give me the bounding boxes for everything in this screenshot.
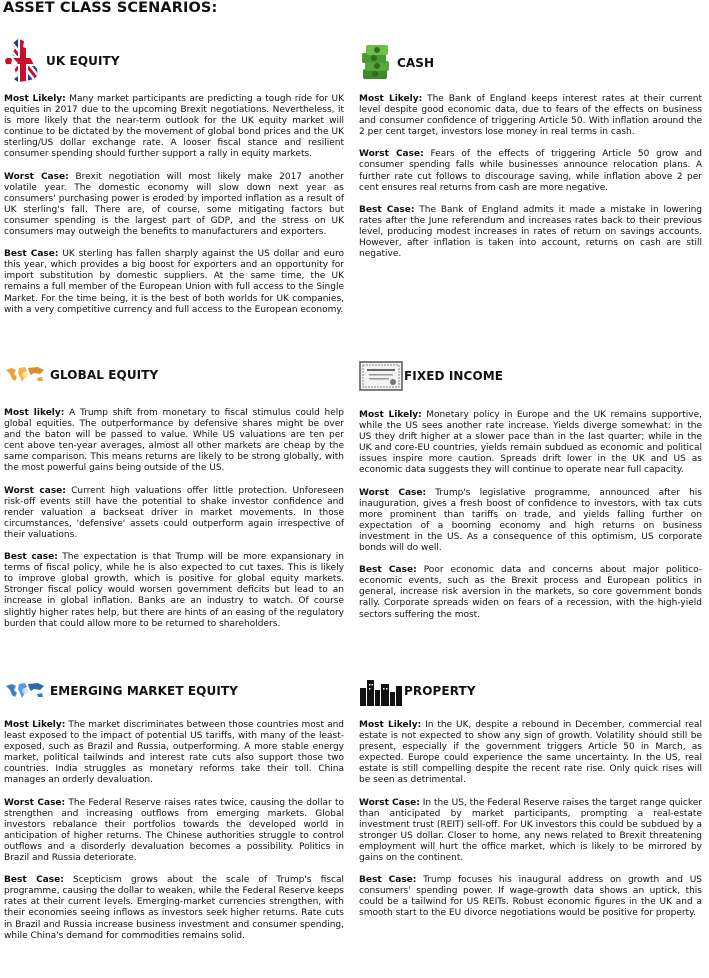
uk-flag-map-icon: [4, 37, 42, 85]
paragraph-worst-case: Worst Case: Brexit negotiation will most likely make 2017 another volatile year. The domestic economy will slow down next year as consumers' purchasing power is eroded by imported inflation as a result of UK sterling's fall. There are, of course, some mitigating factors but consumer spending is the largest part of GDP, and the stress on UK consumers may outweigh the benefits to manufacturers and exporters.: [4, 171, 344, 238]
paragraph-most-likely: Most Likely: Monetary policy in Europe and the UK remains supportive, while the US sees another rate increase. Yields diverge somewhat: in the US they drift higher at a slower pace than in the last quarter; while in the UK and core-EU countries, yields remain subdued as economic and political issues inspire more caution. Spreads drift lower in the UK and US as economic data suggests they will continue to operate near full capacity.: [359, 410, 702, 476]
section-heading: UK EQUITY: [46, 54, 120, 68]
paragraph-most-likely: Most Likely: Many market participants are predicting a tough ride for UK equities in 2017 due to the upcoming Brexit negotiations. Nevertheless, it is more likely that the near-term outlook for the UK equity market will continue to be dictated by the movement of global bond prices and the UK sterling/US dollar exchange rate. A looser fiscal stance and resilient consumer spending should further support a rally in equity markets.: [4, 94, 344, 160]
world-map-icon: [4, 365, 46, 385]
city-skyline-icon: [359, 676, 403, 706]
section-property: [359, 668, 702, 931]
section-header: [4, 668, 344, 714]
paragraph-best-case: Best Case: Poor economic data and concerns about major politico-economic events, such as the Brexit process and European politics in general, increase risk aversion in the markets, so core government bonds rally. Corporate spreads widen on fears of a recession, with the high-yield sectors suffering the most.: [359, 565, 703, 620]
section-heading: FIXED INCOME: [404, 369, 504, 383]
paragraph-most-likely: Most Likely: In the UK, despite a rebound in December, commercial real estate is not expected to show any sign of growth. Volatility should still be present, especially if the government triggers Article 50 in March, as expected. Europe could experience the same uncertainty. In the US, real estate is still compelling despite the recent rate rise. Only quick rises will be seen as detrimental.: [359, 720, 702, 786]
paragraph-most-likely: Most Likely: The Bank of England keeps interest rates at their current level despite good economic data, due to fears of the effects on business and consumer confidence of triggering Article 50. With inflation around the 2 per cent target, investors lose money in real terms in cash.: [359, 94, 702, 138]
paragraph-worst-case: Worst Case: Fears of the effects of triggering Article 50 grow and consumer spending falls while businesses announce relocation plans. A further rate cut follows to discourage saving, while inflation above 2 per cent ensures real returns from cash are more negative.: [359, 149, 702, 193]
section-fixed-income: [359, 356, 702, 632]
section-header: [359, 38, 702, 88]
paragraph-best-case: Best Case: Scepticism grows about the scale of Trump's fiscal programme, causing the dollar to weaken, while the Federal Reserve keeps rates at their current levels. Emerging-market currencies strengthen, with their economies seeing inflows as investors seek higher returns. Rate cuts in Brazil and Russia increase business investment and consumer spending, while China's demand for commodities remains solid.: [4, 875, 344, 941]
paragraph-best-case: Best Case: Trump focuses his inaugural address on growth and US consumers' spending power. If wage-growth data shows an uptick, this could be a tailwind for US REITs. Robust economic figures in the UK and a smooth start to the EU divorce negotiations would be positive for property.: [359, 875, 702, 919]
section-heading: GLOBAL EQUITY: [50, 368, 159, 382]
money-stack-icon: [359, 43, 393, 83]
paragraph-best-case: Best case: The expectation is that Trump will be more expansionary in terms of fiscal policy, while he is also expected to cut taxes. This is likely to improve global growth, which is positive for global equity markets. Stronger fiscal policy would worsen government deficits but lead to an increase in global inflation. Banks are an industry to watch. Of course slightly higher rates help, but there are hints of an easing of the regulatory burden that could allow more to be returned to shareholders.: [4, 552, 344, 629]
section-emerging-market-equity: [4, 668, 344, 953]
section-header: [4, 32, 344, 90]
paragraph-worst-case: Worst Case: The Federal Reserve raises rates twice, causing the dollar to strengthen and increasing outflows from emerging markets. Global investors rebalance their portfolios towards the developed world in anticipation of higher returns. The Chinese authorities struggle to control outflows and a disorderly devaluation becomes a possibility. Politics in Brazil and Russia deteriorate.: [4, 797, 344, 864]
paragraph-most-likely: Most likely: A Trump shift from monetary to fiscal stimulus could help global equities. The outperformance by defensive shares might be over and the baton will be passed to value. While US valuations are ten per cent above ten-year averages, almost all other markets are cheap by the same comparison. This means returns are likely to be strong globally, with the most powerful gains being outside of the US.: [4, 408, 344, 474]
world-map-icon: [4, 681, 46, 701]
section-global-equity: [4, 352, 344, 641]
paragraph-worst-case: Worst Case: Trump's legislative programme, announced after his inauguration, gives a fresh boost of confidence to investors, with tax cuts more prominent than tariffs on trade, and yields falling further on expectation of a booming economy and high returns on business investment in the US. As a consequence of this optimism, US corporate bonds will do well.: [359, 487, 702, 554]
paragraph-most-likely: Most Likely: The market discriminates between those countries most and least exposed to the impact of potential US tariffs, with many of the least-exposed, such as Brazil and Russia, outperforming. A more stable energy market, political tailwinds and interest rate cuts also support those two countries. India struggles as monetary reforms take their toll. China manages an orderly devaluation.: [4, 720, 344, 786]
section-heading: PROPERTY: [404, 684, 476, 698]
paragraph-worst-case: Worst Case: In the US, the Federal Reserve raises the target range quicker than anticipated by market participants, prompting a real-estate investment trust (REIT) sell-off. For UK investors this could be subdued by a stronger US dollar. Closer to home, any news related to Brexit threatening employment will hurt the office market, which is likely to be mirrored by gains on the continent.: [359, 797, 702, 864]
section-header: [359, 356, 702, 396]
section-cash: [359, 38, 702, 271]
paragraph-worst-case: Worst case: Current high valuations offer little protection. Unforeseen risk-off events still have the potential to shake investor confidence and render valuation a backseat driver in market movements. In those circumstances, 'defensive' assets could outperform again irrespective of their valuations.: [4, 485, 344, 540]
section-heading: EMERGING MARKET EQUITY: [50, 684, 238, 698]
paragraph-best-case: Best Case: The Bank of England admits it made a mistake in lowering rates after the June referendum and increases rates back to their previous level, producing modest increases in rates of return on savings accounts. However, after inflation is taken into account, returns on cash are still negative.: [359, 204, 702, 260]
page-title: ASSET CLASS SCENARIOS:: [3, 0, 218, 16]
bond-certificate-icon: [359, 361, 403, 391]
section-header: [359, 668, 702, 714]
section-uk-equity: [4, 32, 344, 327]
section-header: [4, 352, 344, 398]
paragraph-best-case: Best Case: UK sterling has fallen sharply against the US dollar and euro this year, which provides a big boost for exporters and an opportunity for import substitution by domestic suppliers. At the same time, the UK remains a full member of the European Union with full access to the Single Market. For the time being, it is the best of both worlds for UK companies, with a very competitive currency and full access to the European economy.: [4, 249, 344, 315]
section-heading: CASH: [397, 56, 435, 70]
